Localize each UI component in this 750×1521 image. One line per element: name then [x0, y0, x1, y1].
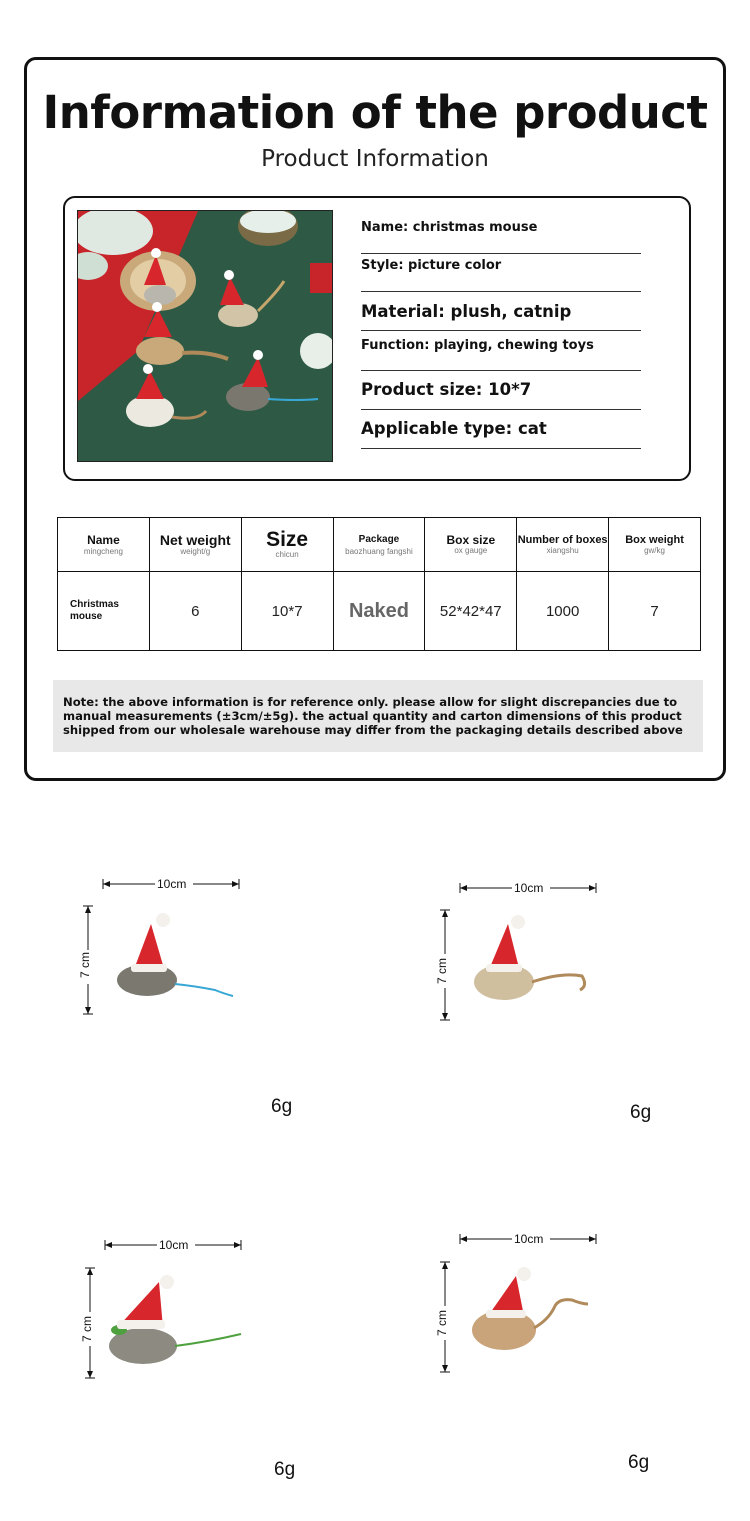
product-info-card	[24, 57, 726, 781]
product-tan-mouse	[432, 1224, 750, 1504]
spec-box	[63, 196, 691, 481]
height-label: 7 cm	[80, 1315, 95, 1343]
dimension-diagram	[77, 1230, 277, 1390]
table-header: Package baozhuang fangshi	[333, 518, 425, 572]
height-label: 7 cm	[435, 1309, 450, 1337]
table-cell: Naked	[333, 572, 425, 651]
table-header: Box weight gw/kg	[609, 518, 701, 572]
table-header: Number of boxes xiangshu	[517, 518, 609, 572]
spec-applicable-type: Applicable type: cat	[361, 419, 641, 449]
table-header: Box size ox gauge	[425, 518, 517, 572]
table-cell: 6	[149, 572, 241, 651]
width-label: 10cm	[159, 1238, 189, 1252]
table-cell: Christmas mouse	[58, 572, 150, 651]
height-label: 7 cm	[78, 951, 93, 979]
width-label: 10cm	[157, 877, 187, 891]
product-photo	[77, 210, 333, 462]
weight-label: 6g	[274, 1459, 296, 1480]
table-row	[58, 572, 701, 651]
product-gray-mouse	[75, 868, 405, 1148]
disclaimer-note: Note: the above information is for reference only. please allow for slight discrepancies due to manual measurements (±3cm/±5g). the actual quantity and carton dimensions of this product shipped from our wholesale warehouse may differ from the packaging details described above	[53, 680, 703, 752]
dimension-diagram	[432, 872, 632, 1032]
weight-label: 6g	[628, 1452, 650, 1473]
table-cell: 1000	[517, 572, 609, 651]
table-header: Name mingcheng	[58, 518, 150, 572]
table-header-row	[58, 518, 701, 572]
product-beige-mouse	[432, 872, 750, 1152]
table-cell: 7	[609, 572, 701, 651]
table-header: Net weight weight/g	[149, 518, 241, 572]
spec-material: Material: plush, catnip	[361, 302, 641, 331]
spec-table	[57, 517, 701, 651]
spec-name: Name: christmas mouse	[361, 220, 641, 254]
height-label: 7 cm	[435, 957, 450, 985]
page-title: Information of the product	[42, 86, 708, 139]
spec-product-size: Product size: 10*7	[361, 380, 641, 410]
page-subtitle: Product Information	[261, 146, 489, 172]
width-label: 10cm	[514, 1232, 544, 1246]
table-header: Size chicun	[241, 518, 333, 572]
product-photo-image	[78, 211, 333, 462]
spec-function: Function: playing, chewing toys	[361, 338, 641, 371]
weight-label: 6g	[271, 1096, 293, 1117]
width-label: 10cm	[514, 881, 544, 895]
weight-label: 6g	[630, 1102, 652, 1123]
table-cell: 52*42*47	[425, 572, 517, 651]
spec-style: Style: picture color	[361, 258, 641, 292]
table-cell: 10*7	[241, 572, 333, 651]
dimension-diagram	[75, 868, 275, 1028]
dimension-diagram	[432, 1224, 632, 1384]
product-gray-mouse-green	[77, 1230, 407, 1510]
